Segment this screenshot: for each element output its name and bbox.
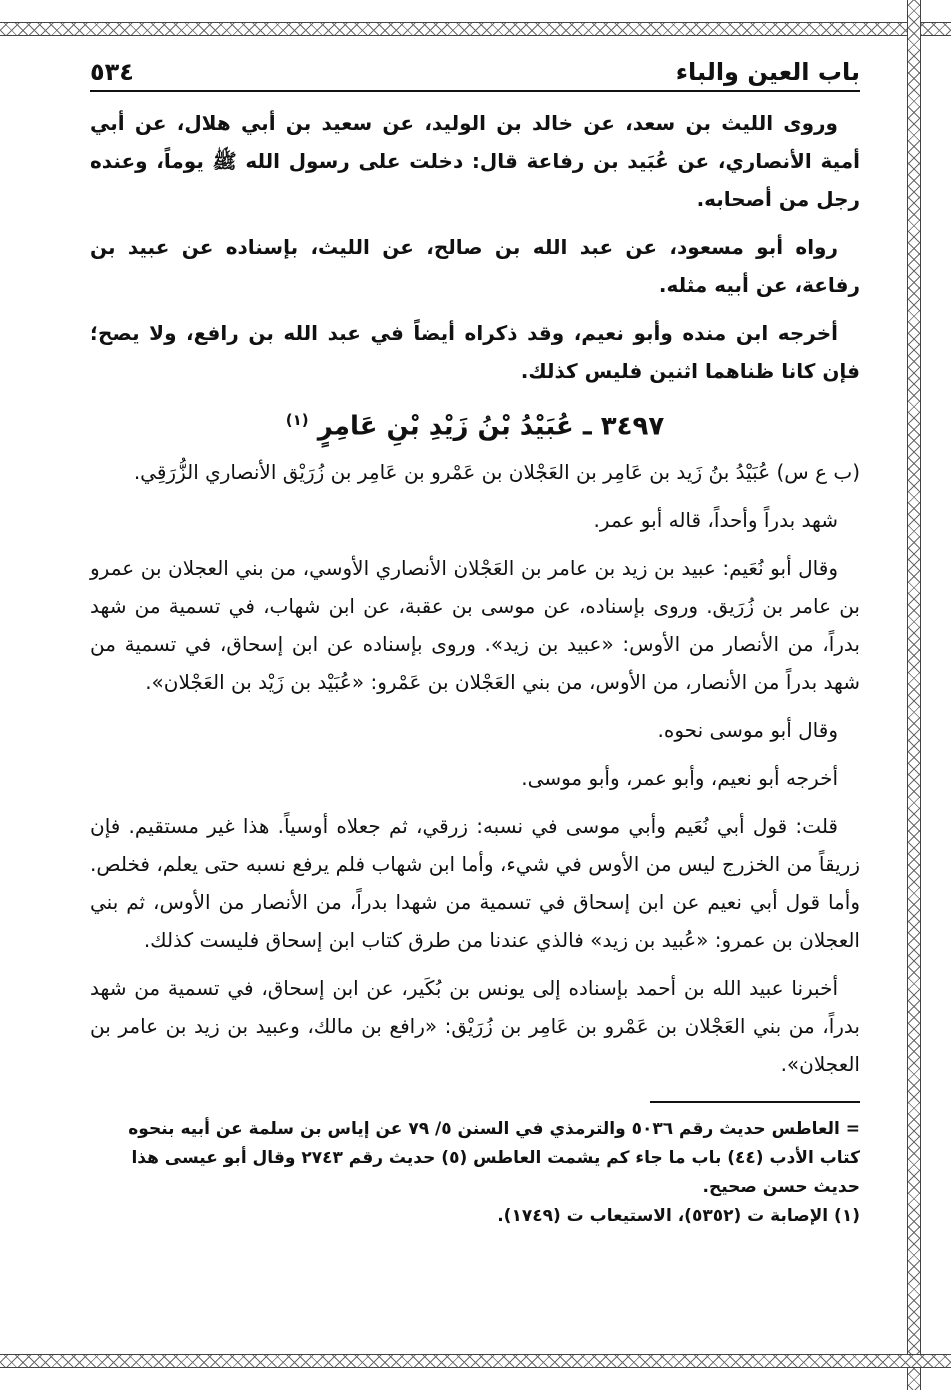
paragraph: وقال أبو نُعَيم: عبيد بن زيد بن عامر بن العَجْلان الأنصاري الأوسي، من بني العجلان بن عمرو بن عامر بن زُرَيق. وروى بإسناده، عن موسى بن عقبة، عن ابن شهاب، في تسمية من شهد بدراً، من الأنصار من الأوس: «عبيد بن زيد». وروى بإسناده عن ابن إسحاق، في تسمية من شهد بدراً من الأنصار، من الأوس، من بني العَجْلان بن عَمْرو: «عُبَيْد بن زَيْد بن العَجْلان». <box>90 555 860 694</box>
paragraph: (ب ع س) عُبَيْدُ بنُ زَيد بن عَامِر بن العَجْلان بن عَمْرو بن عَامِر بن زُرَيْق الأنصاري الزُّرَقِي. <box>133 459 860 484</box>
paragraph: أخرجه ابن منده وأبو نعيم، وقد ذكراه أيضاً في عبد الله بن رافع، ولا يصح؛ فإن كانا ظناهما اثنين فليس كذلك. <box>90 321 860 383</box>
paragraph: رواه أبو مسعود، عن عبد الله بن صالح، عن الليث، بإسناده عن عبيد بن رفاعة، عن أبيه مثله. <box>90 235 860 297</box>
entry-heading <box>90 400 860 447</box>
paragraph: وقال أبو موسى نحوه. <box>657 717 838 742</box>
footnote: (١) الإصابة ت (٥٣٥٢)، الاستيعاب ت (١٧٤٩). <box>497 1205 860 1226</box>
running-title: باب العين والباء <box>675 58 860 86</box>
book-page <box>90 58 860 1308</box>
paragraph: شهد بدراً وأحداً، قاله أبو عمر. <box>593 507 838 532</box>
footnote-marker: (١) <box>285 411 309 429</box>
paragraph: قلت: قول أبي نُعَيم وأبي موسى في نسبه: زرقي، ثم جعلاه أوسياً. هذا غير مستقيم. فإن زريقاً من الخزرج ليس من الأوس في شيء، وأما ابن شهاب فلم يرفع نسبه حتى يعلم، فخلص. وأما قول أبي نعيم عن ابن إسحاق في تسمية من شهدا بدراً، من الأنصار من الأوس، ثم بني العجلان بن عمرو: «عُبيد بن زيد» فالذي عندنا من طرق كتاب ابن إسحاق فليست كذلك. <box>90 813 860 952</box>
decorative-border-right <box>907 0 921 1390</box>
footnote-separator <box>650 1101 860 1103</box>
decorative-border-top <box>0 22 951 36</box>
paragraph: أخبرنا عبيد الله بن أحمد بإسناده إلى يونس بن بُكَير، عن ابن إسحاق، في تسمية من شهد بدراً، من بني العَجْلان بن عَمْرو بن عَامِر بن زُرَيْق: «رافع بن مالك، وعبيد بن زيد بن عامر بن العجلان». <box>90 975 860 1076</box>
footnote: = العاطس حديث رقم ٥٠٣٦ والترمذي في السنن ٥/ ٧٩ عن إياس بن سلمة عن أبيه بنحوه كتاب الأدب (٤٤) باب ما جاء كم يشمت العاطس (٥) حديث رقم ٢٧٤٣ وقال أبو عيسى هذا حديث حسن صحيح. <box>128 1118 860 1197</box>
page-header <box>90 58 860 92</box>
entry-title: ٣٤٩٧ ـ عُبَيْدُ بْنُ زَيْدِ بْنِ عَامِرٍ <box>317 411 665 442</box>
page-number: ٥٣٤ <box>90 58 134 86</box>
decorative-border-bottom <box>0 1354 951 1368</box>
paragraph: أخرجه أبو نعيم، وأبو عمر، وأبو موسى. <box>521 765 838 790</box>
paragraph: وروى الليث بن سعد، عن خالد بن الوليد، عن سعيد بن أبي هلال، عن أبي أمية الأنصاري، عن عُبَيد بن رفاعة قال: دخلت على رسول الله ﷺ يوماً، وعنده رجل من أصحابه. <box>90 111 860 211</box>
